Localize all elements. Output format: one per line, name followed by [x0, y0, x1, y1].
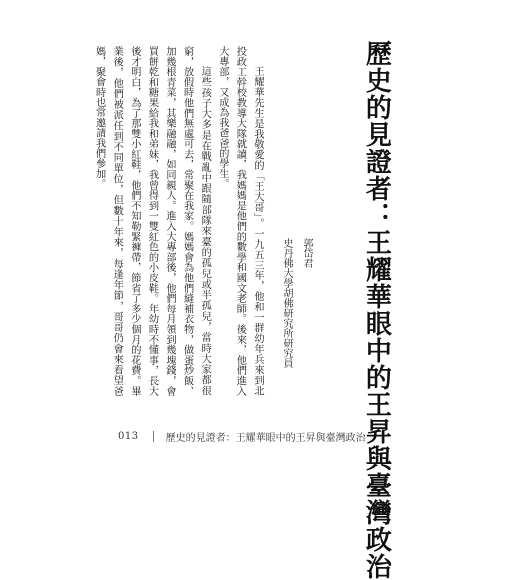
page-number: 013 — [118, 430, 139, 442]
footer-divider — [153, 431, 154, 442]
chapter-title: 歷史的見證者：王耀華眼中的王昇與臺灣政治 — [361, 40, 392, 580]
author-name: 郭岱君 — [301, 238, 312, 268]
page-footer — [118, 428, 366, 444]
author-affiliation: 史丹佛大學胡佛研究所研究員 — [281, 238, 292, 368]
body-text — [46, 46, 266, 396]
paragraph: 這些孩子大多是在戰亂中跟隨部隊來臺的孤兒或半孤兒，當時大家都很窮，放假時他們無處可去，常聚在我家。媽媽會為他們縫補衣物，做蛋炒飯、加幾根青菜，其樂融融，如同親人。進入大專部後，他們每月領到幾塊錢，會買餅乾和糖果給我和弟妹，我曾得到一雙紅色的小皮鞋。年幼時不懂事，長大後才明白，為了那雙小紅鞋，他們不知勒緊褲帶，節省了多少個月的花費。畢業後，他們被派任到不同單位，但數十年來，每逢年節，哥哥仍會來看望爸媽，聚會時也常邀請我們參加。 — [93, 46, 211, 396]
paragraph: 王耀華先生是我敬愛的「王大哥」。一九五三年，他和一群幼年兵來到北投政工幹校教導大隊就讀，我媽媽是他們的數學和國文老師。後來，他們進入大專部，又成為我爸爸的學生。 — [216, 46, 263, 396]
running-title: 歷史的見證者：王耀華眼中的王昇與臺灣政治 — [165, 432, 366, 444]
